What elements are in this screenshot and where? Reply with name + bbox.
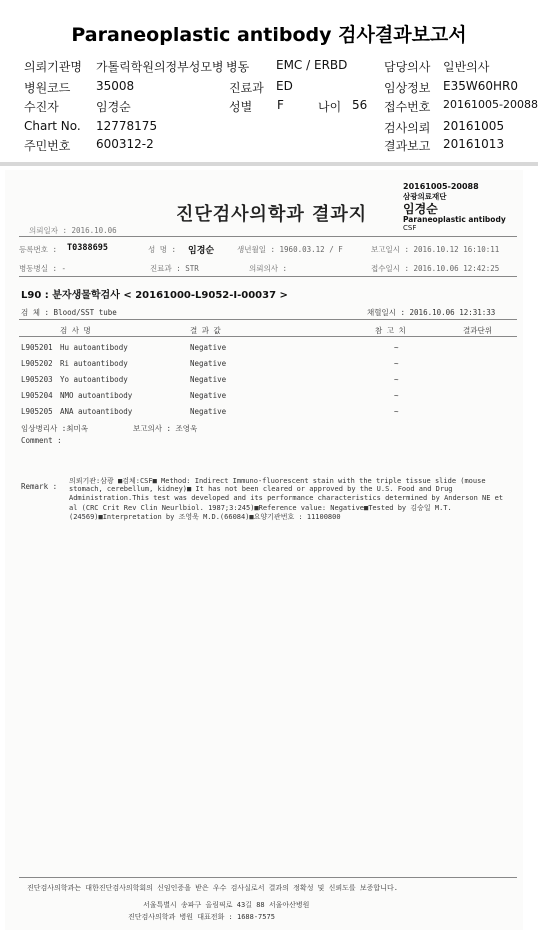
rule [19,319,517,320]
rule [19,236,517,237]
test-name: Ri autoantibody [60,359,128,368]
pathologist: 임상병리사 :최미옥 [21,424,88,433]
collect-time: 채혈일시 : 2016.10.06 12:31:33 [367,308,496,317]
section-title: L90 : 분자생물학검사 < 20161000-L9052-I-00037 > [21,290,288,301]
clinical-label: 임상정보 [384,81,431,95]
rule [19,336,517,337]
report-doctor: 의뢰의사 : [249,264,288,273]
test-result: Negative [190,359,227,368]
stamp-org: 삼광의료재단 [403,192,447,201]
test-result: Negative [190,407,227,416]
request-value: 20161005 [443,119,505,133]
clinical-value: E35W60HR0 [443,79,518,93]
test-result: Negative [190,375,227,384]
test-ref: ~ [394,359,399,368]
specimen: 검 체 : Blood/SST tube [21,308,117,317]
test-name: NMO autoantibody [60,391,133,400]
remark-line: stomach, cerebellum, kidney)■ It has not been cleared or approved by the U.S. Food and Drug [69,485,453,493]
ward-label: 병동 [226,60,250,74]
report-label: 결과보고 [384,139,431,153]
receipt-time: 접수일시 : 2016.10.06 12:42:25 [371,264,500,273]
test-ref: ~ [394,343,399,352]
test-code: L905205 [21,407,53,416]
chart-value: 12778175 [96,119,158,133]
ward-value: EMC / ERBD [276,58,348,72]
stamp-specimen: CSF [403,224,417,232]
dob: 생년월일 : 1960.03.12 / F [237,245,343,254]
id-value: 600312-2 [96,137,154,151]
patient-value: 임경순 [96,100,131,114]
comment-label: Comment : [21,436,62,445]
request-label: 검사의뢰 [384,121,431,135]
footer-notice: 진단검사의학과는 대한진단검사의학회의 신임인증을 받은 우수 검사실로서 결과의 정확성 및 신뢰도를 보증합니다. [27,884,398,892]
remark-line: al (CRC Crit Rev Clin Neurlbiol. 1987;3:245)■Reference value: Negative■Tested by 김승일 M.T. [69,504,452,512]
report-dept: 진료과 : STR [150,264,199,273]
patient-label: 수진자 [24,100,59,114]
rule [19,276,517,277]
referrer-label: 의뢰기관명 [24,60,82,74]
report-value: 20161013 [443,137,505,151]
test-code: L905202 [21,359,53,368]
stamp-name: 임경순 [403,202,438,216]
dept-value: ED [276,79,293,93]
test-name: ANA autoantibody [60,407,133,416]
stamp-test: Paraneoplastic antibody [403,215,506,224]
test-name: Hu autoantibody [60,343,128,352]
test-ref: ~ [394,391,399,400]
receipt-label: 접수번호 [384,100,431,114]
col-unit: 결과단위 [463,326,492,335]
report-time: 보고일시 : 2016.10.12 16:10:11 [371,245,500,254]
id-label: 주민번호 [24,139,71,153]
test-code: L905204 [21,391,53,400]
reg-label: 등록번호 : [19,245,58,254]
name-value: 임경순 [188,246,215,256]
doctor-value: 일반의사 [443,60,490,74]
reporting-doctor: 보고의사 : 조영욱 [133,424,198,433]
chart-label: Chart No. [24,119,81,133]
report-title: Paraneoplastic antibody 검사결과보고서 [71,24,467,46]
scanned-report [5,170,523,930]
hospcode-label: 병원코드 [24,81,71,95]
footer-address: 서울특별시 송파구 올림픽로 43길 88 서울아산병원 [143,901,310,909]
remark-line: 의뢰기관:삼광 ■검체:CSF■ Method: Indirect Immuno-fluorescent stain with the triple tissue slide (mouse [69,477,486,485]
test-code: L905201 [21,343,53,352]
test-ref: ~ [394,375,399,384]
age-value: 56 [352,98,368,112]
dept-label: 진료과 [229,81,264,95]
referrer-value: 가톨릭학원의정부성모병 [96,60,224,74]
divider [0,162,538,166]
rule [19,877,517,878]
doctor-label: 담당의사 [384,60,431,74]
hospcode-value: 35008 [96,79,135,93]
test-result: Negative [190,391,227,400]
test-name: Yo autoantibody [60,375,128,384]
col-ref: 참 고 치 [375,326,406,335]
reg-value: T0388695 [67,243,108,253]
report-heading: 진단검사의학과 결과지 [176,204,368,225]
footer-phone: 진단검사의학과 병원 대표전화 : 1688-7575 [128,913,275,921]
remark-line: (24569)■Interpretation by 조영욱 M.D.(66084)■요양기관번호 : 11100800 [69,513,341,521]
request-date: 의뢰일자 : 2016.10.06 [29,226,117,235]
name-label: 성 명 : [148,245,177,254]
test-code: L905203 [21,375,53,384]
sex-label: 성별 [229,100,253,114]
col-result: 결 과 값 [190,326,221,335]
test-ref: ~ [394,407,399,416]
stamp-number: 20161005-20088 [403,182,479,191]
remark-label: Remark : [21,482,58,491]
age-label: 나이 [318,100,342,114]
receipt-value: 20161005-20088 [443,98,538,111]
col-test: 검 사 명 [60,326,91,335]
ward-room: 병동병실 : - [19,264,67,273]
test-result: Negative [190,343,227,352]
remark-line: Administration.This test was developed and its performance characteristics determined by Anderson NE et [69,494,504,502]
sex-value: F [277,98,284,112]
